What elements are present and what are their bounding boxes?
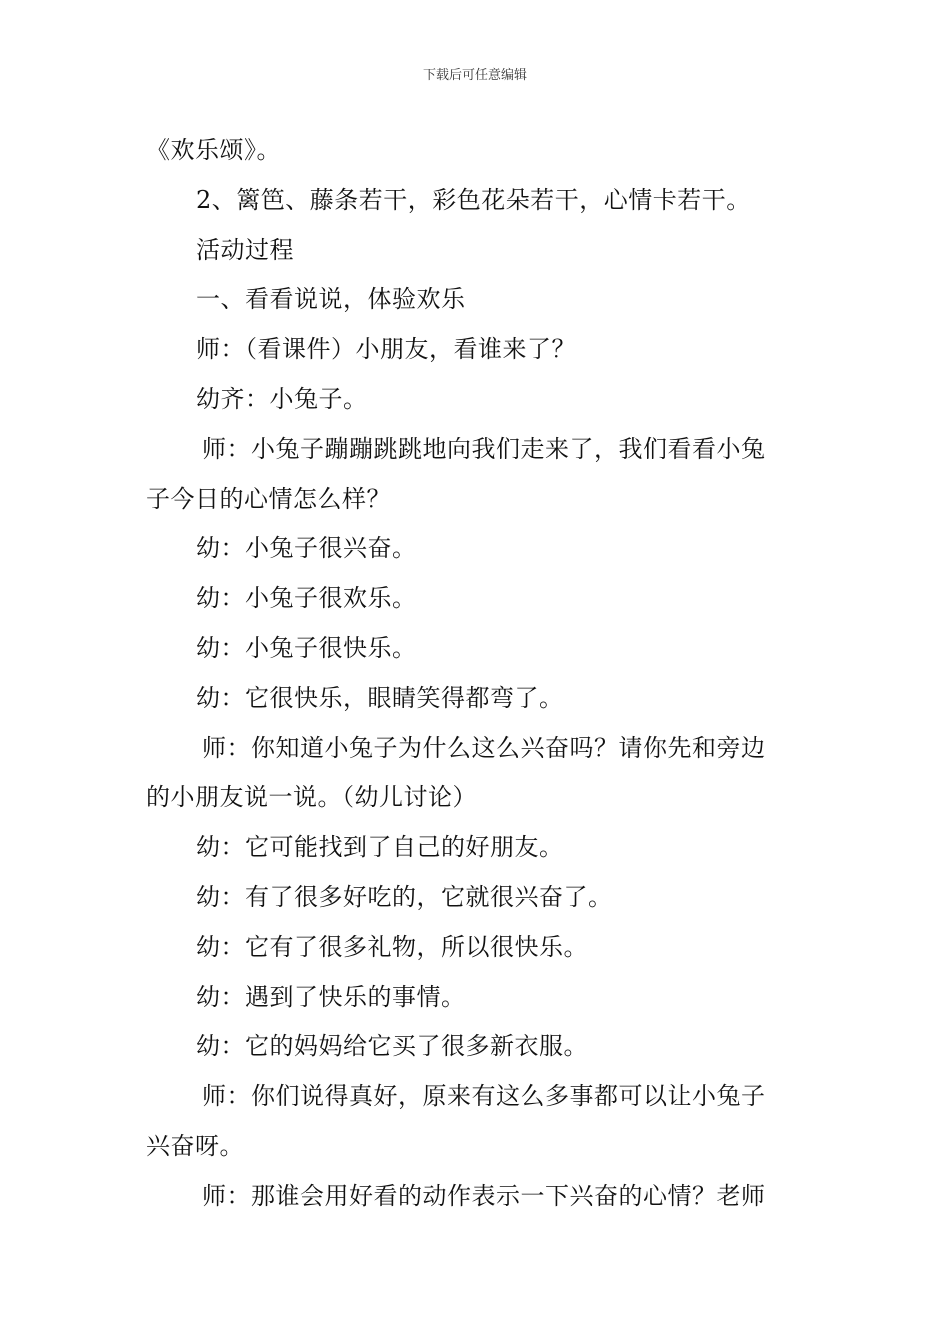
text-line: 幼：小兔子很快乐。 [196,633,417,662]
text-line: 2、篱笆、藤条若干，彩色花朵若干，心情卡若干。 [196,185,751,214]
text-line: 《欢乐颂》。 [146,136,281,164]
section-heading: 活动过程 [196,235,294,264]
text-line: 幼：它可能找到了自己的好朋友。 [196,833,564,862]
text-line: 师：（看课件）小朋友，看谁来了？ [196,335,576,364]
text-line: 的小朋友说一说。（幼儿讨论） [146,783,477,812]
text-line: 师：那谁会用好看的动作表示一下兴奋的心情？老师 [202,1181,766,1210]
text-line: 师：你们说得真好，原来有这么多事都可以让小兔子 [202,1082,766,1111]
text-line: 幼：它有了很多礼物，所以很快乐。 [196,932,588,961]
text-line: 幼齐：小兔子。 [196,384,368,413]
text-line: 师：小兔子蹦蹦跳跳地向我们走来了，我们看看小兔 [202,434,766,463]
text-line: 兴奋呀。 [146,1131,244,1160]
text-line: 师：你知道小兔子为什么这么兴奋吗？请你先和旁边 [202,733,766,762]
text-line: 幼：遇到了快乐的事情。 [196,982,466,1011]
document-body [146,126,810,1222]
page-header: 下载后可任意编辑 [422,68,527,83]
text-line: 幼：小兔子很兴奋。 [196,534,417,563]
text-line: 幼：有了很多好吃的，它就很兴奋了。 [196,882,613,911]
text-line: 幼：它的妈妈给它买了很多新衣服。 [196,1032,588,1061]
text-line: 幼：它很快乐，眼睛笑得都弯了。 [196,683,564,712]
text-line: 幼：小兔子很欢乐。 [196,584,417,613]
text-line: 子今日的心情怎么样？ [146,484,391,513]
section-heading: 一、看看说说，体验欢乐 [196,285,466,314]
